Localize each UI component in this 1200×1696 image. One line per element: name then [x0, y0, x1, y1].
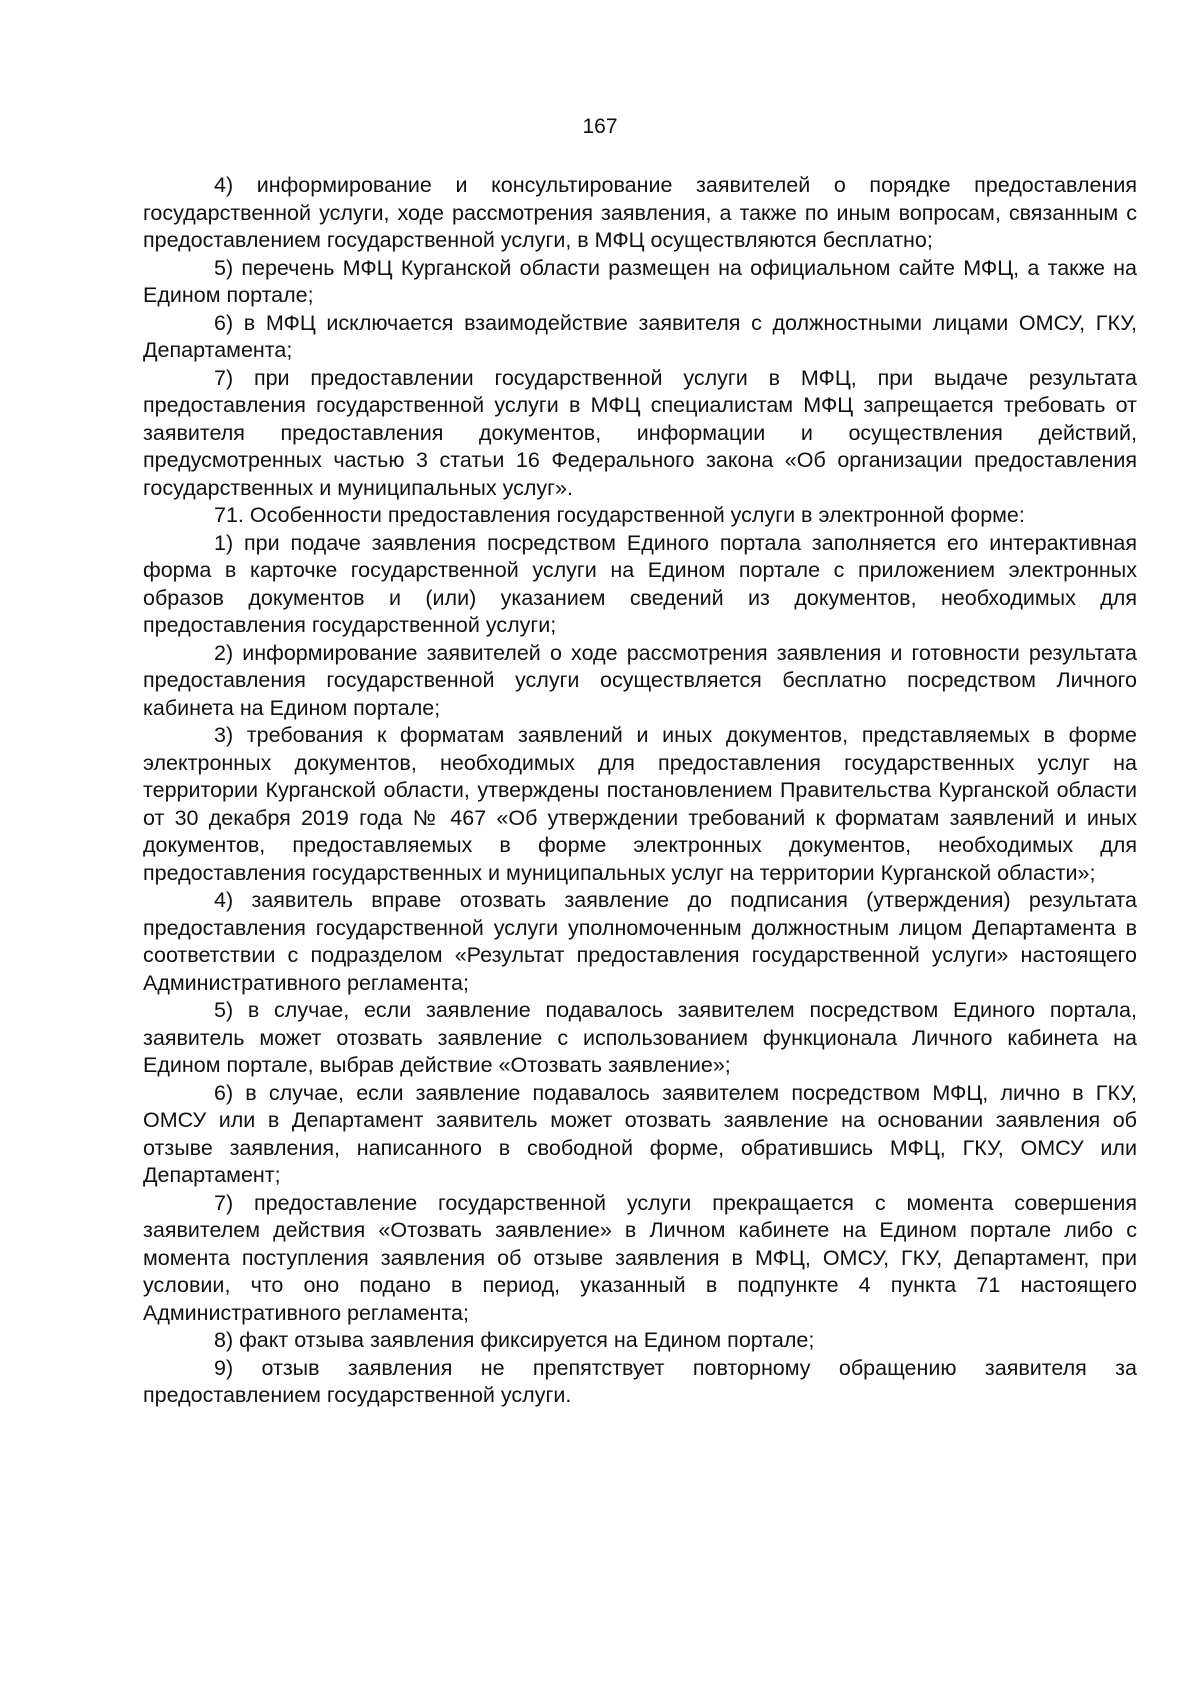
paragraph-electronic-item-3: 3) требования к форматам заявлений и иных документов, представляемых в форме электронных документов, необходимых для предоставления государственных услуг на территории Курганской области, утверждены постановлением Правительства Курганской области от 30 декабря 2019 года № 467 «Об утверждении требований к форматам заявлений и иных документов, предоставляемых в форме электронных документов, необходимых для предоставления государственных и муниципальных услуг на территории Курганской области»; — [143, 723, 1137, 885]
document-body — [143, 172, 1137, 1410]
paragraph-electronic-item-5: 5) в случае, если заявление подавалось заявителем посредством Единого портала, заявитель может отозвать заявление с использованием функционала Личного кабинета на Едином портале, выбрав действие «Отозвать заявление»; — [143, 998, 1137, 1077]
page-number: 167 — [582, 115, 618, 138]
paragraph-electronic-item-6: 6) в случае, если заявление подавалось заявителем посредством МФЦ, лично в ГКУ, ОМСУ или в Департамент заявитель может отозвать заявление на основании заявления об отзыве заявления, написанного в свободной форме, обратившись МФЦ, ГКУ, ОМСУ или Департамент; — [143, 1080, 1137, 1187]
paragraph-mfc-item-7: 7) при предоставлении государственной услуги в МФЦ, при выдаче результата предоставления государственной услуги в МФЦ специалистам МФЦ запрещается требовать от заявителя предоставления документов, информации и осуществления действий, предусмотренных частью 3 статьи 16 Федерального закона «Об организации предоставления государственных и муниципальных услуг». — [143, 365, 1137, 500]
paragraph-electronic-item-2: 2) информирование заявителей о ходе рассмотрения заявления и готовности результата предоставления государственной услуги осуществляется бесплатно посредством Личного кабинета на Едином портале; — [143, 640, 1137, 720]
paragraph-electronic-item-7: 7) предоставление государственной услуги прекращается с момента совершения заявителем действия «Отозвать заявление» в Личном кабинете на Едином портале либо с момента поступления заявления об отзыве заявления в МФЦ, ОМСУ, ГКУ, Департамент, при условии, что оно подано в период, указанный в подпункте 4 пункта 71 настоящего Административного регламента; — [143, 1190, 1137, 1325]
paragraph-mfc-item-5: 5) перечень МФЦ Курганской области размещен на официальном сайте МФЦ, а также на Едином портале; — [143, 255, 1137, 307]
paragraph-electronic-item-1: 1) при подаче заявления посредством Единого портала заполняется его интерактивная форма в карточке государственной услуги на Едином портале с приложением электронных образов документов и (или) указанием сведений из документов, необходимых для предоставления государственной услуги; — [143, 530, 1137, 637]
paragraph-mfc-item-6: 6) в МФЦ исключается взаимодействие заявителя с должностными лицами ОМСУ, ГКУ, Департамента; — [143, 310, 1137, 362]
section-heading-71: 71. Особенности предоставления государственной услуги в электронной форме: — [214, 503, 1025, 527]
paragraph-electronic-item-4: 4) заявитель вправе отозвать заявление до подписания (утверждения) результата предоставления государственной услуги уполномоченным должностным лицом Департамента в соответствии с подразделом «Результат предоставления государственной услуги» настоящего Административного регламента; — [143, 888, 1137, 995]
paragraph-electronic-item-9: 9) отзыв заявления не препятствует повторному обращению заявителя за предоставлением государственной услуги. — [143, 1355, 1137, 1407]
paragraph-mfc-item-4: 4) информирование и консультирование заявителей о порядке предоставления государственной услуги, ходе рассмотрения заявления, а также по иным вопросам, связанным с предоставлением государственной услуги, в МФЦ осуществляются бесплатно; — [143, 173, 1137, 252]
paragraph-electronic-item-8: 8) факт отзыва заявления фиксируется на Едином портале; — [214, 1328, 815, 1352]
